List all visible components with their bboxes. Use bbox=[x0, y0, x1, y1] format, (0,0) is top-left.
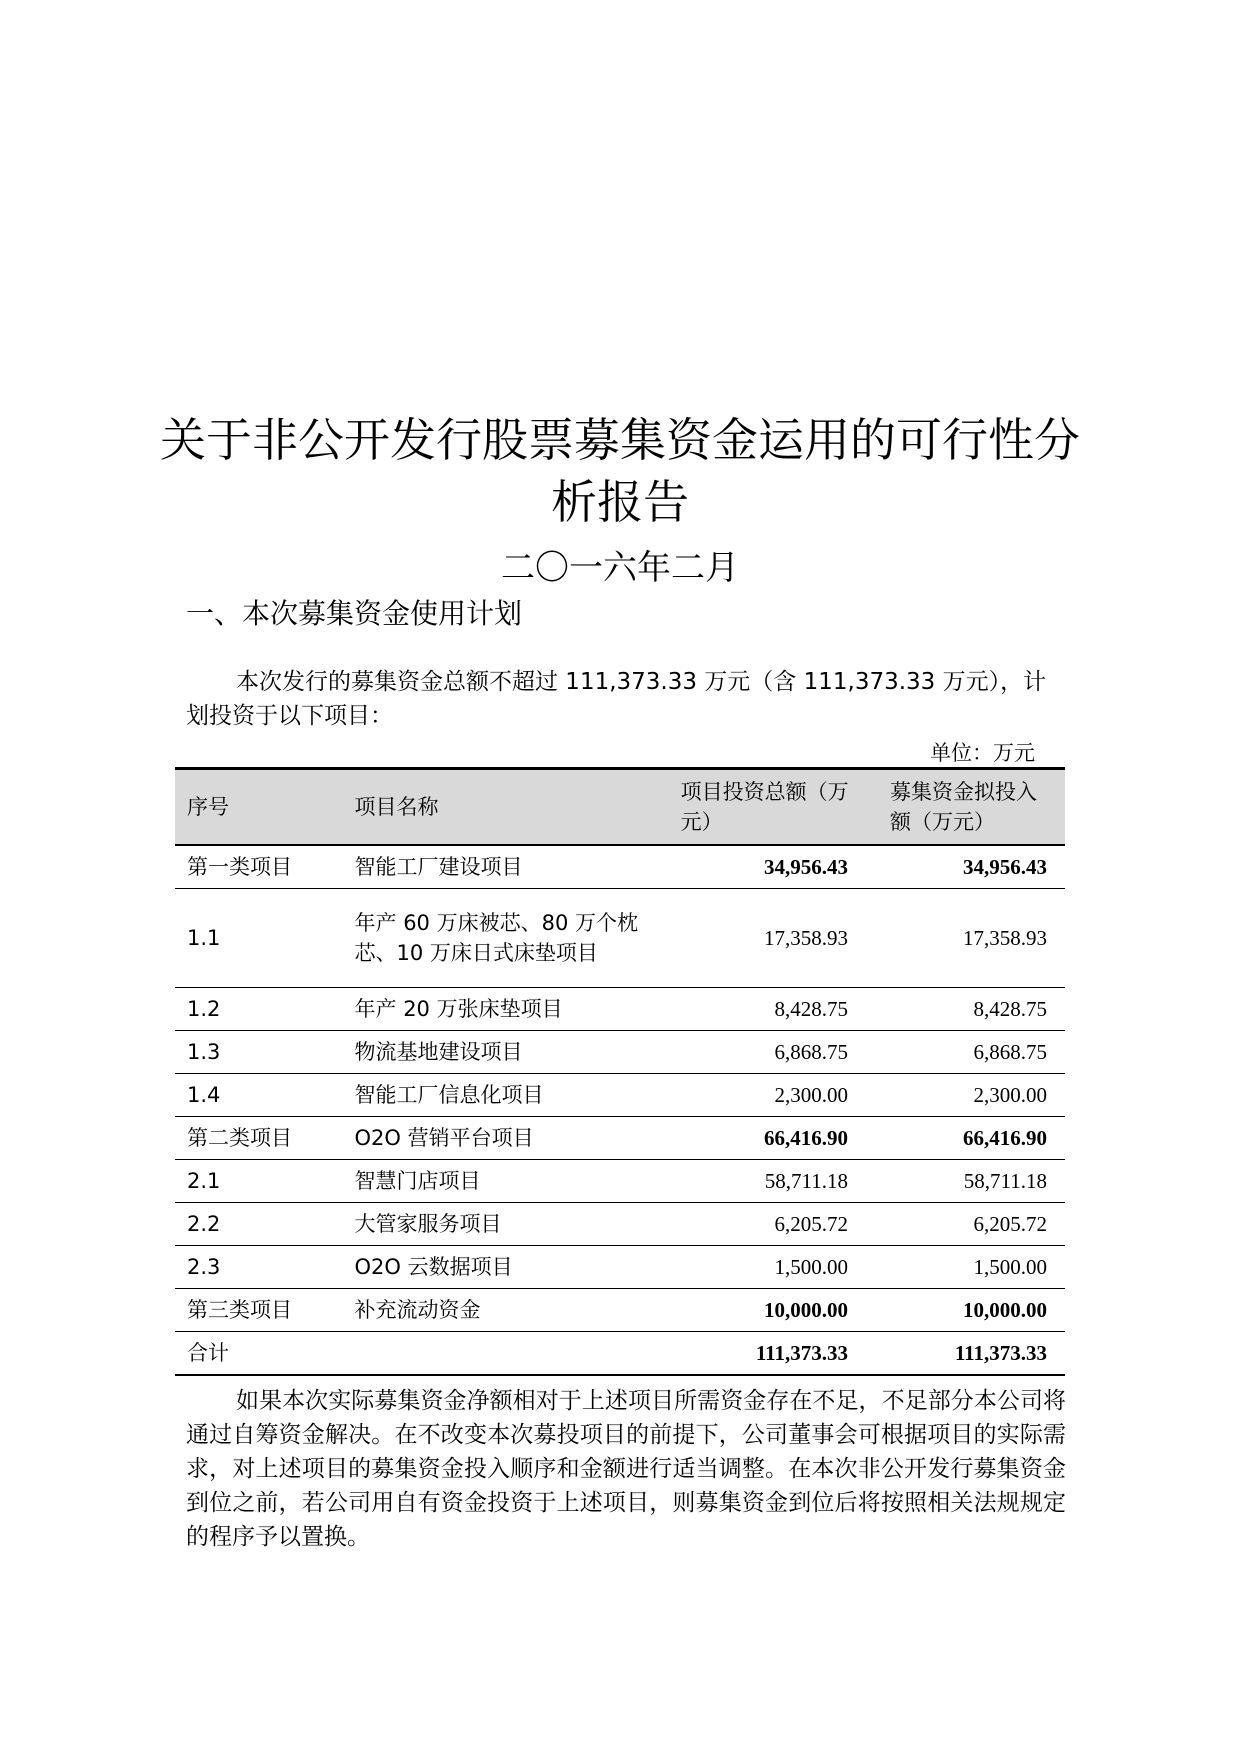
row-raise: 58,711.18 bbox=[866, 1160, 1065, 1203]
row-name: 智能工厂建设项目 bbox=[343, 845, 657, 889]
intro-paragraph: 本次发行的募集资金总额不超过 111,373.33 万元（含 111,373.33 万元），计划投资于以下项目： bbox=[186, 669, 1047, 729]
row-raise: 6,205.72 bbox=[866, 1203, 1065, 1246]
unit-label: 单位：万元 bbox=[930, 741, 1035, 765]
document-date: 二〇一六年二月 bbox=[501, 548, 739, 588]
total-sum: 111,373.33 bbox=[657, 1332, 866, 1376]
header-total: 项目投资总额（万元） bbox=[657, 769, 866, 846]
section-heading: 一、本次募集资金使用计划 bbox=[186, 597, 523, 630]
row-total: 6,205.72 bbox=[657, 1203, 866, 1246]
row-name: 物流基地建设项目 bbox=[343, 1031, 657, 1074]
table-row bbox=[175, 1160, 1065, 1203]
row-no: 2.1 bbox=[175, 1160, 343, 1203]
row-total: 8,428.75 bbox=[657, 988, 866, 1031]
row-total: 58,711.18 bbox=[657, 1160, 866, 1203]
row-no: 2.3 bbox=[175, 1246, 343, 1289]
total-name bbox=[343, 1332, 657, 1376]
row-total: 2,300.00 bbox=[657, 1074, 866, 1117]
header-no: 序号 bbox=[175, 769, 343, 846]
table-row bbox=[175, 1289, 1065, 1332]
row-no: 1.2 bbox=[175, 988, 343, 1031]
row-raise: 6,868.75 bbox=[866, 1031, 1065, 1074]
total-label: 合计 bbox=[175, 1332, 343, 1376]
row-name: 大管家服务项目 bbox=[343, 1203, 657, 1246]
header-raise: 募集资金拟投入额（万元） bbox=[866, 769, 1065, 846]
row-total: 6,868.75 bbox=[657, 1031, 866, 1074]
table-row bbox=[175, 1203, 1065, 1246]
row-name: 智慧门店项目 bbox=[343, 1160, 657, 1203]
row-name: O2O 云数据项目 bbox=[343, 1246, 657, 1289]
row-raise: 34,956.43 bbox=[866, 845, 1065, 889]
row-no: 第三类项目 bbox=[175, 1289, 343, 1332]
table-row bbox=[175, 1031, 1065, 1074]
row-raise: 8,428.75 bbox=[866, 988, 1065, 1031]
table-row bbox=[175, 1117, 1065, 1160]
row-total: 1,500.00 bbox=[657, 1246, 866, 1289]
total-raise: 111,373.33 bbox=[866, 1332, 1065, 1376]
row-raise: 1,500.00 bbox=[866, 1246, 1065, 1289]
table-row bbox=[175, 988, 1065, 1031]
row-raise: 17,358.93 bbox=[866, 889, 1065, 988]
table-row bbox=[175, 889, 1065, 988]
table-total-row bbox=[175, 1332, 1065, 1376]
row-raise: 10,000.00 bbox=[866, 1289, 1065, 1332]
closing-paragraph: 如果本次实际募集资金净额相对于上述项目所需资金存在不足，不足部分本公司将通过自筹资金解决。在不改变本次募投项目的前提下，公司董事会可根据项目的实际需求，对上述项目的募集资金投入顺序和金额进行适当调整。在本次非公开发行募集资金到位之前，若公司用自有资金投资于上述项目，则募集资金到位后将按照相关法规规定的程序予以置换。 bbox=[186, 1388, 1066, 1550]
row-total: 34,956.43 bbox=[657, 845, 866, 889]
row-name: 补充流动资金 bbox=[343, 1289, 657, 1332]
row-no: 第二类项目 bbox=[175, 1117, 343, 1160]
row-no: 2.2 bbox=[175, 1203, 343, 1246]
row-name: 年产 20 万张床垫项目 bbox=[343, 988, 657, 1031]
row-name: 年产 60 万床被芯、80 万个枕芯、10 万床日式床垫项目 bbox=[343, 889, 657, 988]
row-raise: 66,416.90 bbox=[866, 1117, 1065, 1160]
fund-usage-table bbox=[175, 767, 1065, 1376]
row-raise: 2,300.00 bbox=[866, 1074, 1065, 1117]
row-no: 1.4 bbox=[175, 1074, 343, 1117]
row-total: 17,358.93 bbox=[657, 889, 866, 988]
table-header-row bbox=[175, 769, 1065, 846]
document-title: 关于非公开发行股票募集资金运用的可行性分析报告 bbox=[160, 412, 1080, 529]
row-no: 1.3 bbox=[175, 1031, 343, 1074]
row-no: 1.1 bbox=[175, 889, 343, 988]
table-row bbox=[175, 845, 1065, 889]
table-row bbox=[175, 1246, 1065, 1289]
row-no: 第一类项目 bbox=[175, 845, 343, 889]
row-total: 10,000.00 bbox=[657, 1289, 866, 1332]
table-row bbox=[175, 1074, 1065, 1117]
row-name: 智能工厂信息化项目 bbox=[343, 1074, 657, 1117]
row-name: O2O 营销平台项目 bbox=[343, 1117, 657, 1160]
header-name: 项目名称 bbox=[343, 769, 657, 846]
row-total: 66,416.90 bbox=[657, 1117, 866, 1160]
